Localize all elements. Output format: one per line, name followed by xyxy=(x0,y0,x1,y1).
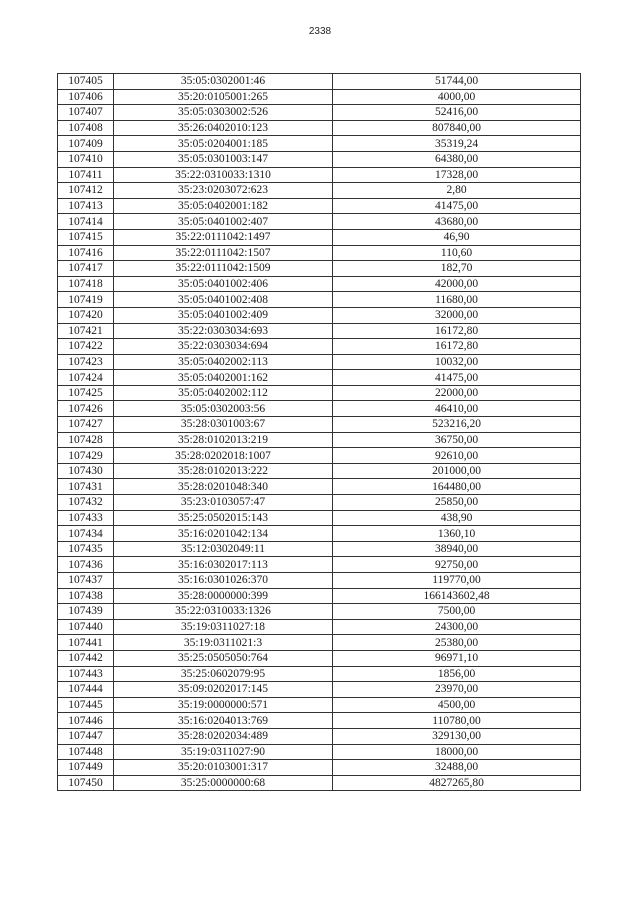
cadastral-number-cell: 35:05:0302001:46 xyxy=(114,74,333,90)
cadastral-number-cell: 35:05:0204001:185 xyxy=(114,136,333,152)
table-row xyxy=(58,120,581,136)
table-row xyxy=(58,495,581,511)
cadastral-value-cell: 164480,00 xyxy=(333,479,581,495)
cadastral-number-cell: 35:19:0311027:90 xyxy=(114,744,333,760)
cadastral-value-cell: 182,70 xyxy=(333,261,581,277)
table-row xyxy=(58,385,581,401)
row-number-cell: 107440 xyxy=(58,619,114,635)
row-number-cell: 107405 xyxy=(58,74,114,90)
cadastral-value-cell: 46410,00 xyxy=(333,401,581,417)
cadastral-number-cell: 35:19:0311021:3 xyxy=(114,635,333,651)
cadastral-number-cell: 35:20:0103001:317 xyxy=(114,760,333,776)
row-number-cell: 107423 xyxy=(58,354,114,370)
cadastral-value-cell: 52416,00 xyxy=(333,105,581,121)
table-row xyxy=(58,339,581,355)
row-number-cell: 107415 xyxy=(58,229,114,245)
cadastral-number-cell: 35:05:0401002:408 xyxy=(114,292,333,308)
cadastral-value-cell: 166143602,48 xyxy=(333,588,581,604)
cadastral-value-cell: 35319,24 xyxy=(333,136,581,152)
row-number-cell: 107411 xyxy=(58,167,114,183)
row-number-cell: 107436 xyxy=(58,557,114,573)
cadastral-number-cell: 35:28:0202018:1007 xyxy=(114,448,333,464)
cadastral-value-cell: 110780,00 xyxy=(333,713,581,729)
table-row xyxy=(58,448,581,464)
table-row xyxy=(58,588,581,604)
table-row xyxy=(58,697,581,713)
row-number-cell: 107435 xyxy=(58,541,114,557)
cadastral-value-cell: 32488,00 xyxy=(333,760,581,776)
cadastral-value-cell: 42000,00 xyxy=(333,276,581,292)
row-number-cell: 107418 xyxy=(58,276,114,292)
table-row xyxy=(58,417,581,433)
table-row xyxy=(58,136,581,152)
cadastral-value-cell: 523216,20 xyxy=(333,417,581,433)
row-number-cell: 107426 xyxy=(58,401,114,417)
row-number-cell: 107413 xyxy=(58,198,114,214)
row-number-cell: 107425 xyxy=(58,385,114,401)
row-number-cell: 107450 xyxy=(58,775,114,791)
cadastral-value-cell: 4827265,80 xyxy=(333,775,581,791)
row-number-cell: 107445 xyxy=(58,697,114,713)
table-row xyxy=(58,323,581,339)
cadastral-number-cell: 35:22:0310033:1326 xyxy=(114,604,333,620)
table-row xyxy=(58,432,581,448)
row-number-cell: 107449 xyxy=(58,760,114,776)
cadastral-number-cell: 35:05:0401002:407 xyxy=(114,214,333,230)
cadastral-value-cell: 64380,00 xyxy=(333,151,581,167)
table-row xyxy=(58,245,581,261)
table-row xyxy=(58,151,581,167)
cadastral-value-cell: 96971,10 xyxy=(333,650,581,666)
table-row xyxy=(58,167,581,183)
cadastral-number-cell: 35:05:0401002:406 xyxy=(114,276,333,292)
row-number-cell: 107437 xyxy=(58,573,114,589)
table-row xyxy=(58,604,581,620)
cadastral-value-cell: 51744,00 xyxy=(333,74,581,90)
cadastral-value-cell: 438,90 xyxy=(333,510,581,526)
cadastral-number-cell: 35:12:0302049:11 xyxy=(114,541,333,557)
cadastral-number-cell: 35:22:0303034:693 xyxy=(114,323,333,339)
table-row xyxy=(58,682,581,698)
row-number-cell: 107422 xyxy=(58,339,114,355)
cadastral-value-cell: 4500,00 xyxy=(333,697,581,713)
row-number-cell: 107434 xyxy=(58,526,114,542)
table-row xyxy=(58,261,581,277)
cadastral-number-cell: 35:28:0102013:222 xyxy=(114,463,333,479)
cadastral-number-cell: 35:22:0111042:1507 xyxy=(114,245,333,261)
table-row xyxy=(58,105,581,121)
cadastral-value-cell: 10032,00 xyxy=(333,354,581,370)
row-number-cell: 107446 xyxy=(58,713,114,729)
cadastral-value-cell: 11680,00 xyxy=(333,292,581,308)
row-number-cell: 107412 xyxy=(58,183,114,199)
table-row xyxy=(58,728,581,744)
cadastral-value-cell: 24300,00 xyxy=(333,619,581,635)
row-number-cell: 107438 xyxy=(58,588,114,604)
cadastral-value-cell: 43680,00 xyxy=(333,214,581,230)
table-row xyxy=(58,635,581,651)
cadastral-value-cell: 18000,00 xyxy=(333,744,581,760)
table-row xyxy=(58,307,581,323)
cadastral-value-cell: 7500,00 xyxy=(333,604,581,620)
table-row xyxy=(58,401,581,417)
cadastral-value-cell: 38940,00 xyxy=(333,541,581,557)
row-number-cell: 107439 xyxy=(58,604,114,620)
table-row xyxy=(58,510,581,526)
table-row xyxy=(58,760,581,776)
cadastral-number-cell: 35:05:0303002:526 xyxy=(114,105,333,121)
row-number-cell: 107409 xyxy=(58,136,114,152)
cadastral-number-cell: 35:23:0103057:47 xyxy=(114,495,333,511)
table-row xyxy=(58,526,581,542)
cadastral-value-cell: 22000,00 xyxy=(333,385,581,401)
cadastral-number-cell: 35:23:0203072:623 xyxy=(114,183,333,199)
row-number-cell: 107447 xyxy=(58,728,114,744)
cadastral-value-cell: 41475,00 xyxy=(333,370,581,386)
row-number-cell: 107420 xyxy=(58,307,114,323)
cadastral-number-cell: 35:28:0102013:219 xyxy=(114,432,333,448)
cadastral-value-cell: 329130,00 xyxy=(333,728,581,744)
cadastral-number-cell: 35:20:0105001:265 xyxy=(114,89,333,105)
cadastral-value-cell: 201000,00 xyxy=(333,463,581,479)
cadastral-value-cell: 17328,00 xyxy=(333,167,581,183)
row-number-cell: 107442 xyxy=(58,650,114,666)
row-number-cell: 107414 xyxy=(58,214,114,230)
cadastral-number-cell: 35:09:0202017:145 xyxy=(114,682,333,698)
row-number-cell: 107431 xyxy=(58,479,114,495)
table-row xyxy=(58,214,581,230)
cadastral-number-cell: 35:22:0310033:1310 xyxy=(114,167,333,183)
cadastral-number-cell: 35:05:0402002:112 xyxy=(114,385,333,401)
cadastral-number-cell: 35:22:0111042:1509 xyxy=(114,261,333,277)
cadastral-value-cell: 23970,00 xyxy=(333,682,581,698)
cadastral-value-cell: 41475,00 xyxy=(333,198,581,214)
table-row xyxy=(58,479,581,495)
cadastral-value-cell: 1360,10 xyxy=(333,526,581,542)
registry-table-body xyxy=(58,74,581,791)
row-number-cell: 107417 xyxy=(58,261,114,277)
row-number-cell: 107441 xyxy=(58,635,114,651)
table-row xyxy=(58,370,581,386)
table-row xyxy=(58,89,581,105)
row-number-cell: 107406 xyxy=(58,89,114,105)
table-row xyxy=(58,557,581,573)
row-number-cell: 107448 xyxy=(58,744,114,760)
table-row xyxy=(58,183,581,199)
row-number-cell: 107432 xyxy=(58,495,114,511)
cadastral-value-cell: 25380,00 xyxy=(333,635,581,651)
row-number-cell: 107428 xyxy=(58,432,114,448)
cadastral-number-cell: 35:25:0602079:95 xyxy=(114,666,333,682)
cadastral-number-cell: 35:05:0402002:113 xyxy=(114,354,333,370)
table-row xyxy=(58,354,581,370)
table-row xyxy=(58,713,581,729)
row-number-cell: 107419 xyxy=(58,292,114,308)
table-row xyxy=(58,650,581,666)
cadastral-number-cell: 35:19:0000000:571 xyxy=(114,697,333,713)
table-row xyxy=(58,775,581,791)
cadastral-number-cell: 35:22:0303034:694 xyxy=(114,339,333,355)
cadastral-number-cell: 35:16:0204013:769 xyxy=(114,713,333,729)
cadastral-value-cell: 807840,00 xyxy=(333,120,581,136)
cadastral-number-cell: 35:28:0202034:489 xyxy=(114,728,333,744)
table-row xyxy=(58,74,581,90)
cadastral-number-cell: 35:05:0301003:147 xyxy=(114,151,333,167)
table-row xyxy=(58,619,581,635)
row-number-cell: 107433 xyxy=(58,510,114,526)
cadastral-value-cell: 32000,00 xyxy=(333,307,581,323)
cadastral-number-cell: 35:25:0502015:143 xyxy=(114,510,333,526)
table-row xyxy=(58,198,581,214)
cadastral-number-cell: 35:28:0201048:340 xyxy=(114,479,333,495)
cadastral-value-cell: 92750,00 xyxy=(333,557,581,573)
cadastral-number-cell: 35:16:0201042:134 xyxy=(114,526,333,542)
cadastral-number-cell: 35:28:0000000:399 xyxy=(114,588,333,604)
row-number-cell: 107421 xyxy=(58,323,114,339)
cadastral-value-cell: 16172,80 xyxy=(333,339,581,355)
cadastral-number-cell: 35:22:0111042:1497 xyxy=(114,229,333,245)
cadastral-value-cell: 110,60 xyxy=(333,245,581,261)
cadastral-value-cell: 4000,00 xyxy=(333,89,581,105)
table-row xyxy=(58,541,581,557)
cadastral-value-cell: 36750,00 xyxy=(333,432,581,448)
page-number: 2338 xyxy=(308,26,332,37)
table-row xyxy=(58,744,581,760)
cadastral-number-cell: 35:19:0311027:18 xyxy=(114,619,333,635)
cadastral-number-cell: 35:05:0302003:56 xyxy=(114,401,333,417)
row-number-cell: 107430 xyxy=(58,463,114,479)
row-number-cell: 107407 xyxy=(58,105,114,121)
cadastral-number-cell: 35:25:0505050:764 xyxy=(114,650,333,666)
row-number-cell: 107443 xyxy=(58,666,114,682)
row-number-cell: 107416 xyxy=(58,245,114,261)
cadastral-value-cell: 119770,00 xyxy=(333,573,581,589)
table-row xyxy=(58,292,581,308)
cadastral-number-cell: 35:16:0302017:113 xyxy=(114,557,333,573)
table-row xyxy=(58,229,581,245)
table-row xyxy=(58,463,581,479)
cadastral-number-cell: 35:05:0402001:162 xyxy=(114,370,333,386)
cadastral-number-cell: 35:25:0000000:68 xyxy=(114,775,333,791)
table-row xyxy=(58,666,581,682)
table-row xyxy=(58,276,581,292)
cadastral-value-cell: 16172,80 xyxy=(333,323,581,339)
row-number-cell: 107424 xyxy=(58,370,114,386)
cadastral-number-cell: 35:26:0402010:123 xyxy=(114,120,333,136)
cadastral-number-cell: 35:05:0402001:182 xyxy=(114,198,333,214)
cadastral-number-cell: 35:05:0401002:409 xyxy=(114,307,333,323)
cadastral-value-cell: 92610,00 xyxy=(333,448,581,464)
registry-table xyxy=(57,73,581,791)
row-number-cell: 107429 xyxy=(58,448,114,464)
row-number-cell: 107444 xyxy=(58,682,114,698)
cadastral-value-cell: 2,80 xyxy=(333,183,581,199)
row-number-cell: 107408 xyxy=(58,120,114,136)
cadastral-number-cell: 35:28:0301003:67 xyxy=(114,417,333,433)
cadastral-value-cell: 25850,00 xyxy=(333,495,581,511)
cadastral-value-cell: 46,90 xyxy=(333,229,581,245)
cadastral-number-cell: 35:16:0301026:370 xyxy=(114,573,333,589)
table-row xyxy=(58,573,581,589)
row-number-cell: 107410 xyxy=(58,151,114,167)
row-number-cell: 107427 xyxy=(58,417,114,433)
cadastral-value-cell: 1856,00 xyxy=(333,666,581,682)
